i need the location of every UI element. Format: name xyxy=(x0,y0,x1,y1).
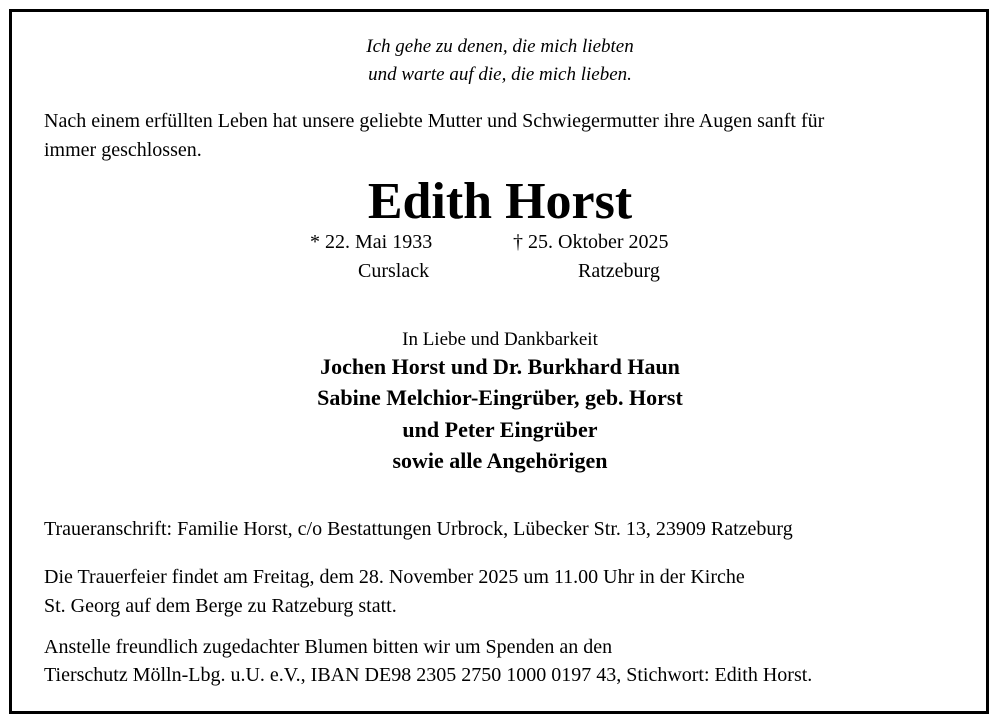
mourners-intro: In Liebe und Dankbarkeit xyxy=(402,329,598,350)
mourning-address: Traueranschrift: Familie Horst, c/o Bestattungen Urbrock, Lübecker Str. 13, 23909 Ratzeburg xyxy=(44,518,793,540)
birth-date: * 22. Mai 1933 xyxy=(310,231,433,253)
intro-line-1: Nach einem erfüllten Leben hat unsere geliebte Mutter und Schwiegermutter ihre Augen sanft für xyxy=(44,110,825,132)
deceased-name: Edith Horst xyxy=(367,173,633,230)
intro-line-2: immer geschlossen. xyxy=(44,139,202,161)
ceremony-line-2: St. Georg auf dem Berge zu Ratzeburg statt. xyxy=(44,595,397,617)
death-place: Ratzeburg xyxy=(578,260,660,282)
mourner-line-2: Sabine Melchior-Eingrüber, geb. Horst xyxy=(317,385,683,410)
ceremony-line-1: Die Trauerfeier findet am Freitag, dem 28. November 2025 um 11.00 Uhr in der Kirche xyxy=(44,566,745,588)
death-date: † 25. Oktober 2025 xyxy=(513,231,669,253)
donation-line-1: Anstelle freundlich zugedachter Blumen bitten wir um Spenden an den xyxy=(44,636,613,658)
poem-line-2: und warte auf die, die mich lieben. xyxy=(368,64,632,85)
mourner-line-4: sowie alle Angehörigen xyxy=(392,448,608,473)
mourner-line-3: und Peter Eingrüber xyxy=(402,417,598,442)
birth-place: Curslack xyxy=(358,260,430,282)
mourner-line-1: Jochen Horst und Dr. Burkhard Haun xyxy=(320,354,680,379)
poem-line-1: Ich gehe zu denen, die mich liebten xyxy=(366,36,634,57)
donation-line-2: Tierschutz Mölln-Lbg. u.U. e.V., IBAN DE98 2305 2750 1000 0197 43, Stichwort: Edith Horst. xyxy=(44,664,813,686)
